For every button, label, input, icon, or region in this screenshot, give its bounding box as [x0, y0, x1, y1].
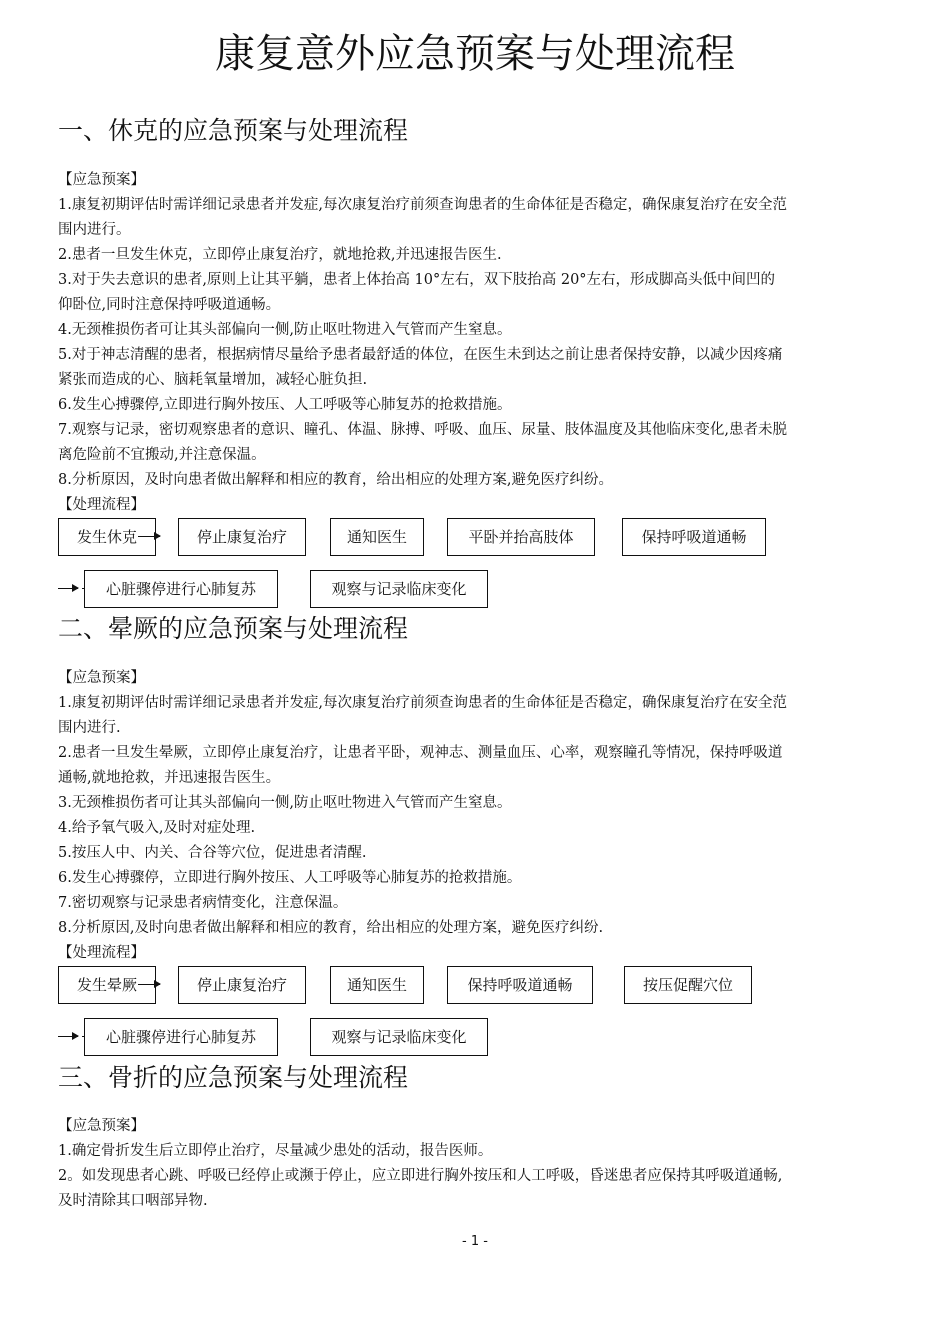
- plan-line: 离危险前不宜搬动,并注意保温。: [58, 447, 266, 463]
- section-1-plan: [58, 168, 896, 518]
- flow-step: 发生休克: [58, 518, 156, 556]
- page-title: 康复意外应急预案与处理流程: [215, 31, 735, 77]
- plan-line: 围内进行.: [58, 720, 121, 736]
- plan-line: 5.按压人中、内关、合谷等穴位，促进患者清醒.: [58, 845, 367, 861]
- flow-step: 保持呼吸道通畅: [622, 518, 766, 556]
- plan-label: 【应急预案】: [58, 1118, 145, 1134]
- flow-step: 停止康复治疗: [178, 966, 306, 1004]
- plan-line: 紧张而造成的心、脑耗氧量增加，减轻心脏负担.: [58, 372, 368, 388]
- plan-line: 8.分析原因，及时向患者做出解释和相应的教育，给出相应的处理方案,避免医疗纠纷。: [58, 472, 613, 488]
- flow-arrow: [138, 536, 160, 537]
- flow-step: 观察与记录临床变化: [310, 1018, 488, 1056]
- plan-line: 1.康复初期评估时需详细记录患者并发症,每次康复治疗前须查询患者的生命体征是否稳定，确保康复治疗在安全范: [58, 197, 787, 213]
- plan-line: 6.发生心搏骤停,立即进行胸外按压、人工呼吸等心肺复苏的抢救措施。: [58, 397, 512, 413]
- section-2-heading: 二、晕厥的应急预案与处理流程: [58, 614, 409, 643]
- plan-line: 4.无颈椎损伤者可让其头部偏向一侧,防止呕吐物进入气管而产生窒息。: [58, 322, 512, 338]
- plan-line: 仰卧位,同时注意保持呼吸道通畅。: [58, 297, 281, 313]
- page-number: - 1 -: [462, 1234, 488, 1249]
- plan-line: 6.发生心搏骤停，立即进行胸外按压、人工呼吸等心肺复苏的抢救措施。: [58, 870, 522, 886]
- flow-step: 保持呼吸道通畅: [447, 966, 593, 1004]
- flow-step: 通知医生: [330, 966, 424, 1004]
- plan-line: 1.确定骨折发生后立即停止治疗，尽量减少患处的活动，报告医师。: [58, 1143, 493, 1159]
- section-2-plan: [58, 666, 896, 966]
- plan-line: 7.密切观察与记录患者病情变化，注意保温。: [58, 895, 348, 911]
- section-3-heading: 三、骨折的应急预案与处理流程: [58, 1063, 409, 1092]
- flow-step: 停止康复治疗: [178, 518, 306, 556]
- flow-step: 心脏骤停进行心肺复苏: [84, 570, 278, 608]
- plan-line: 2.患者一旦发生晕厥，立即停止康复治疗，让患者平卧，观神志、测量血压、心率，观察瞳孔等情况，保持呼吸道: [58, 745, 783, 761]
- plan-line: 围内进行。: [58, 222, 131, 238]
- flow-label: 【处理流程】: [58, 497, 145, 513]
- flow-step: 通知医生: [330, 518, 424, 556]
- plan-line: 2.患者一旦发生休克，立即停止康复治疗，就地抢救,并迅速报告医生.: [58, 247, 502, 263]
- flow-step: 平卧并抬高肢体: [447, 518, 595, 556]
- plan-line: 4.给予氧气吸入,及时对症处理.: [58, 820, 256, 836]
- flow-arrow: [58, 1036, 78, 1037]
- plan-label: 【应急预案】: [58, 670, 145, 686]
- flow-step: 心脏骤停进行心肺复苏: [84, 1018, 278, 1056]
- flow-arrow: [138, 984, 160, 985]
- flow-step: 发生晕厥: [58, 966, 156, 1004]
- flow-step: 观察与记录临床变化: [310, 570, 488, 608]
- flow-step: 按压促醒穴位: [624, 966, 752, 1004]
- flow-arrow: [58, 588, 78, 589]
- plan-line: 及时清除其口咽部异物.: [58, 1193, 208, 1209]
- plan-line: 1.康复初期评估时需详细记录患者并发症,每次康复治疗前须查询患者的生命体征是否稳定，确保康复治疗在安全范: [58, 695, 787, 711]
- plan-label: 【应急预案】: [58, 172, 145, 188]
- plan-line: 7.观察与记录，密切观察患者的意识、瞳孔、体温、脉搏、呼吸、血压、尿量、肢体温度及其他临床变化,患者未脱: [58, 422, 787, 438]
- plan-line: 3.对于失去意识的患者,原则上让其平躺，患者上体抬高 10°左右，双下肢抬高 20°左右，形成脚高头低中间凹的: [58, 272, 776, 288]
- plan-line: 8.分析原因,及时向患者做出解释和相应的教育，给出相应的处理方案，避免医疗纠纷.: [58, 920, 604, 936]
- plan-line: 3.无颈椎损伤者可让其头部偏向一侧,防止呕吐物进入气管而产生窒息。: [58, 795, 512, 811]
- flow-label: 【处理流程】: [58, 945, 145, 961]
- section-3-plan: [58, 1114, 896, 1214]
- plan-line: 5.对于神志清醒的患者，根据病情尽量给予患者最舒适的体位，在医生未到达之前让患者保持安静，以减少因疼痛: [58, 347, 783, 363]
- section-1-heading: 一、休克的应急预案与处理流程: [58, 116, 409, 145]
- plan-line: 通畅,就地抢救，并迅速报告医生。: [58, 770, 281, 786]
- plan-line: 2。如发现患者心跳、呼吸已经停止或濒于停止，应立即进行胸外按压和人工呼吸，昏迷患者应保持其呼吸道通畅,: [58, 1168, 783, 1184]
